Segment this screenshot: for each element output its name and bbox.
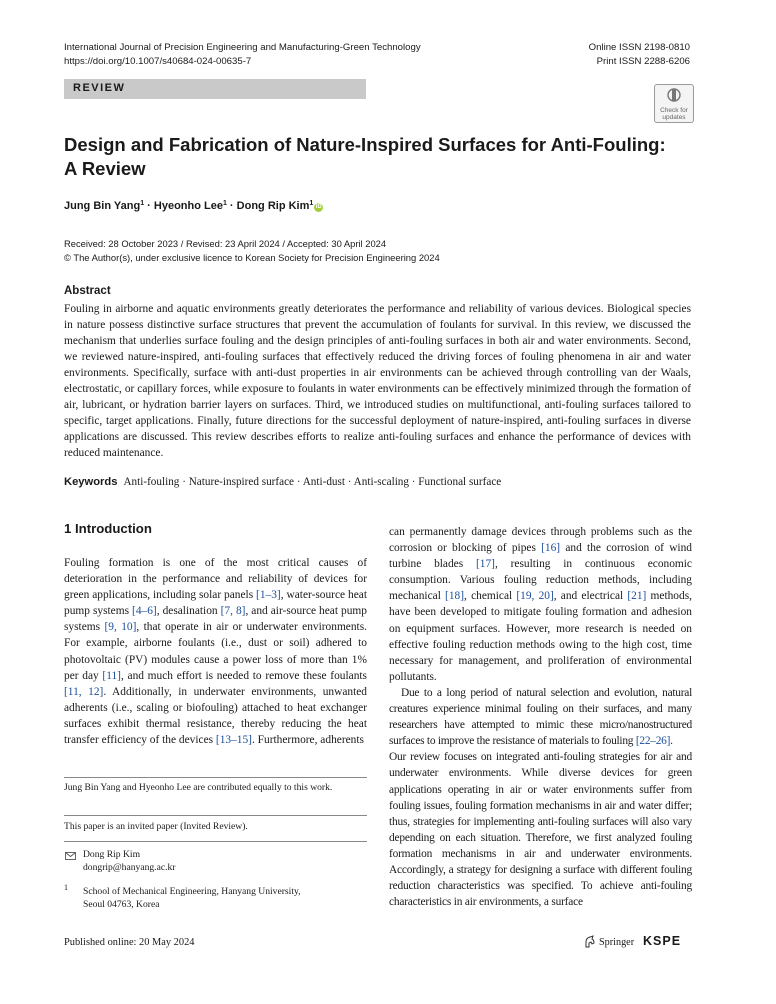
intro-paragraph-2: Due to a long period of natural selection and evolution, natural creatures experience minimal fouling on their surfaces, and many researchers have attempted to mimic these micro/nanostructured surfaces to improve the resistance of materials to fouling [22–26]. (389, 686, 692, 748)
affiliation-marker: 1 (309, 200, 314, 207)
body-column-right (389, 524, 692, 910)
author-name[interactable]: Jung Bin Yang (64, 200, 141, 212)
keywords-list: Anti-fouling · Nature-inspired surface · Anti-dust · Anti-scaling · Functional surface (123, 476, 502, 488)
orcid-icon[interactable]: iD (315, 204, 322, 210)
check-updates-icon (667, 88, 681, 102)
author-separator: · (226, 200, 237, 212)
springer-logo (584, 935, 634, 948)
intro-paragraph-1: Fouling formation is one of the most critical causes of deterioration in the performance and reliability of devices for green applications, including solar panels [1–3], water-source heat pump systems [4–6], desalination [7, 8], and air-source heat pump systems [9, 10], that operate in air or underwater environments. For example, airborne foulants (i.e., dust or soil) adhered to photovoltaic (PV) modules cause a power loss of more than 1% per day [11], and much effort is needed to remove these foulants [11, 12]. Additionally, in underwater environments, unwanted adherents (i.e., scaling or biofouling) attached to heat exchanger surfaces exhibit thermal resistance, thereby reducing the heat transfer efficiency of the devices [13–15]. Furthermore, adherents (64, 557, 368, 747)
springer-horse-icon (584, 935, 596, 948)
author-name[interactable]: Dong Rip Kim (236, 200, 310, 212)
online-issn: Online ISSN 2198-0810 (588, 42, 690, 53)
citation-link[interactable]: [7, 8] (220, 605, 246, 618)
citation-link[interactable]: [22–26] (635, 735, 671, 748)
doi-link[interactable]: https://doi.org/10.1007/s40684-024-00635-7 (64, 56, 252, 67)
citation-link[interactable]: [19, 20] (516, 590, 554, 603)
citation-link[interactable]: [18] (445, 590, 465, 603)
footnote-divider (64, 841, 367, 842)
check-for-updates-badge[interactable] (654, 84, 694, 123)
journal-header (64, 41, 421, 69)
author-separator: · (144, 200, 154, 212)
publication-history (64, 237, 440, 264)
envelope-icon (65, 852, 76, 860)
footnote-invited: This paper is an invited paper (Invited Review). (64, 821, 248, 832)
affiliation-marker: 1 (140, 200, 145, 207)
corresponding-author-email[interactable]: dongrip@hanyang.ac.kr (83, 861, 176, 873)
issn-block (589, 41, 690, 69)
citation-link[interactable]: [16] (541, 542, 561, 555)
citation-link[interactable]: [4–6] (132, 605, 157, 618)
article-title: Design and Fabrication of Nature-Inspired Surfaces for Anti-Fouling: A Review (64, 134, 666, 179)
corresponding-author-name: Dong Rip Kim (83, 849, 141, 860)
received-dates: Received: 28 October 2023 / Revised: 23 April 2024 / Accepted: 30 April 2024 (64, 238, 387, 249)
footnote-divider (64, 777, 367, 778)
body-column-left (64, 555, 367, 748)
citation-link[interactable]: [11] (102, 669, 121, 682)
citation-link[interactable]: [11, 12] (64, 685, 104, 698)
author-name[interactable]: Hyeonho Lee (153, 200, 223, 212)
affiliation-address: School of Mechanical Engineering, Hanyang University, Seoul 04763, Korea (83, 886, 301, 910)
section-heading-introduction: 1 Introduction (64, 521, 152, 536)
article-type-label: REVIEW (73, 82, 126, 94)
keywords-line (64, 476, 501, 488)
intro-paragraph-2-rest: Our review focuses on integrated anti-fouling strategies for air and underwater environments. While diverse devices for green applications operating in air or water environments suffer from fouling issues, fouling formation mechanisms in air and water differ; thus, strategies for implementing anti-fouling surfaces will also vary depending on each situation. Therefore, we first analyzed fouling formation mechanisms in air and underwater environments. Accordingly, a strategy for designing a surface with different fouling reduction characteristics was specified. To achieve anti-fouling characteristics in air environments, a surface (389, 751, 692, 909)
citation-link[interactable]: [21] (627, 590, 647, 603)
article-type-bar (64, 79, 366, 99)
journal-name: International Journal of Precision Engineering and Manufacturing-Green Technology (64, 42, 421, 53)
copyright-line: © The Author(s), under exclusive licence to Korean Society for Precision Engineering 2024 (64, 251, 440, 263)
springer-wordmark: Springer (599, 937, 635, 948)
affiliation-marker: 1 (222, 200, 227, 207)
kspe-logo: KSPE (643, 934, 682, 948)
published-online-date: Published online: 20 May 2024 (64, 937, 195, 948)
footnote-equal-contribution: Jung Bin Yang and Hyeonho Lee are contributed equally to this work. (64, 782, 333, 793)
intro-paragraph-1-continued: can permanently damage devices through problems such as the corrosion or blocking of pipes [16] and the corrosion of wind turbine blades [17], resulting in continuous economic consumption. Various fouling reduction methods, including mechanical [18], chemical [19, 20], and electrical [21] methods, have been developed to mitigate fouling formation and adhesion on equipment surfaces. However, more research is needed on effective fouling reduction methods owing to the high cost, time necessary for management, and proliferation of environmental pollutants. (389, 526, 692, 683)
citation-link[interactable]: [9, 10] (104, 621, 137, 634)
citation-link[interactable]: [1–3] (256, 589, 281, 602)
abstract-text: Fouling in airborne and aquatic environments greatly deteriorates the performance and reliability of various devices. Biological species in nature possess distinctive surface structures that prevent the accumulation of foulants for survival. In this review, we discussed the mechanism that underlies surface fouling and the design principles of anti-fouling surfaces in both air and water environments. Second, we reviewed nature-inspired, anti-fouling surfaces that effectively reduced the driving forces of fouling phenomena in air and water environments. Specifically, surface with anti-dust properties in air environments can be achieved through controlling van der Waals, electrostatic, or capillary forces, while exposure to foulants in water environments can be effectively minimized through the formation of air, lubricant, or hydration barrier layers on surfaces. Third, we introduced studies on multifunctional, anti-fouling surfaces tailored to specific, target applications. Finally, future directions for the successful deployment of nature-inspired, anti-fouling surfaces in diverse applications are discussed. This review describes efforts to realize anti-fouling surfaces and enhance the performance of devices with reduced maintenance. (64, 303, 691, 460)
affiliation-number: 1 (64, 883, 68, 892)
corresponding-author (83, 849, 363, 874)
citation-link[interactable]: [17] (475, 558, 495, 571)
print-issn: Print ISSN 2288-6206 (596, 56, 690, 67)
check-updates-text: Check for updates (660, 107, 688, 121)
citation-link[interactable]: [13–15] (215, 734, 252, 747)
footnote-divider (64, 815, 367, 816)
keywords-label: Keywords (64, 476, 118, 488)
author-list (64, 200, 323, 212)
abstract-heading: Abstract (64, 285, 111, 297)
